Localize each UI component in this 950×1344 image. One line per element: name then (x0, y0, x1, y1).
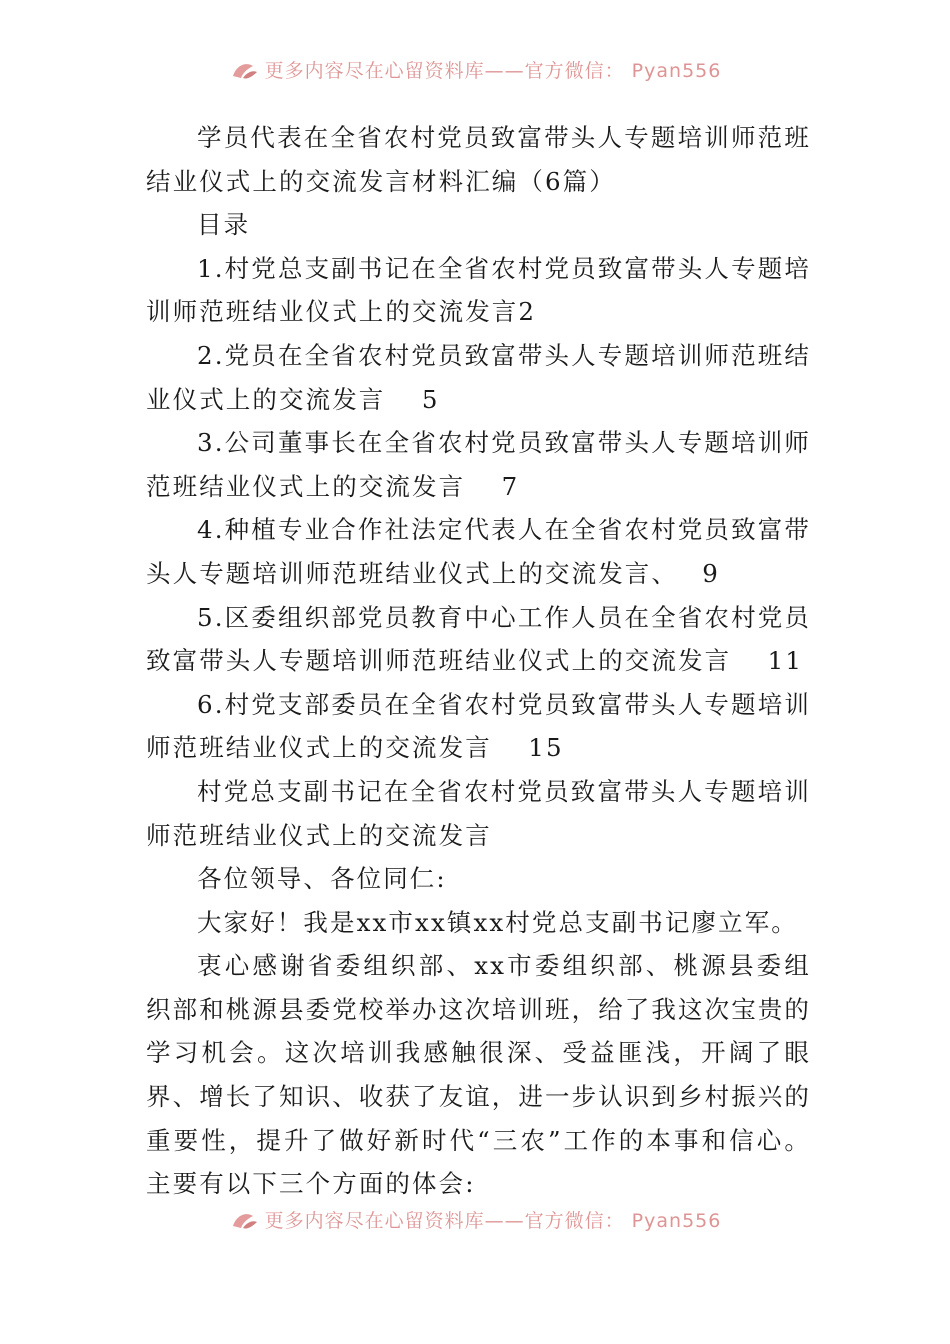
toc-item: 6.村党支部委员在全省农村党员致富带头人专题培训师范班结业仪式上的交流发言 15 (146, 689, 811, 763)
body-paragraph: 衷心感谢省委组织部、xx市委组织部、桃源县委组织部和桃源县委党校举办这次培训班，给了我这次宝贵的学习机会。这次培训我感触很深、受益匪浅，开阔了眼界、增长了知识、收获了友谊，进一步认识到乡村振兴的重要性，提升了做好新时代“三农”工作的本事和信心。主要有以下三个方面的体会: (146, 951, 811, 1199)
document-body (146, 116, 811, 1206)
toc-item: 4.种植专业合作社法定代表人在全省农村党员致富带头人专题培训师范班结业仪式上的交流发言、 9 (146, 515, 811, 588)
greeting: 各位领导、各位同仁: (197, 864, 447, 894)
footer-watermark (0, 1206, 950, 1233)
watermark-text: 更多内容尽在心留资料库——官方微信： Pyan556 (264, 60, 722, 82)
toc-heading: 目录 (197, 210, 251, 240)
intro-paragraph: 大家好！我是xx市xx镇xx村党总支副书记廖立军。 (197, 907, 798, 937)
toc-item: 3.公司董事长在全省农村党员致富带头人专题培训师范班结业仪式上的交流发言 7 (146, 428, 811, 501)
toc-item: 5.区委组织部党员教育中心工作人员在全省农村党员致富带头人专题培训师范班结业仪式上的交流发言 11 (146, 602, 811, 676)
logo-icon (229, 58, 259, 82)
document-title: 学员代表在全省农村党员致富带头人专题培训师范班结业仪式上的交流发言材料汇编（6篇） (146, 123, 811, 196)
toc-item: 1.村党总支副书记在全省农村党员致富带头人专题培训师范班结业仪式上的交流发言2 (146, 253, 811, 327)
logo-icon (229, 1208, 259, 1232)
header-watermark (0, 56, 950, 83)
watermark-text: 更多内容尽在心留资料库——官方微信： Pyan556 (264, 1210, 722, 1232)
toc-item: 2.党员在全省农村党员致富带头人专题培训师范班结业仪式上的交流发言 5 (146, 340, 811, 414)
section-title: 村党总支副书记在全省农村党员致富带头人专题培训师范班结业仪式上的交流发言 (146, 776, 811, 850)
